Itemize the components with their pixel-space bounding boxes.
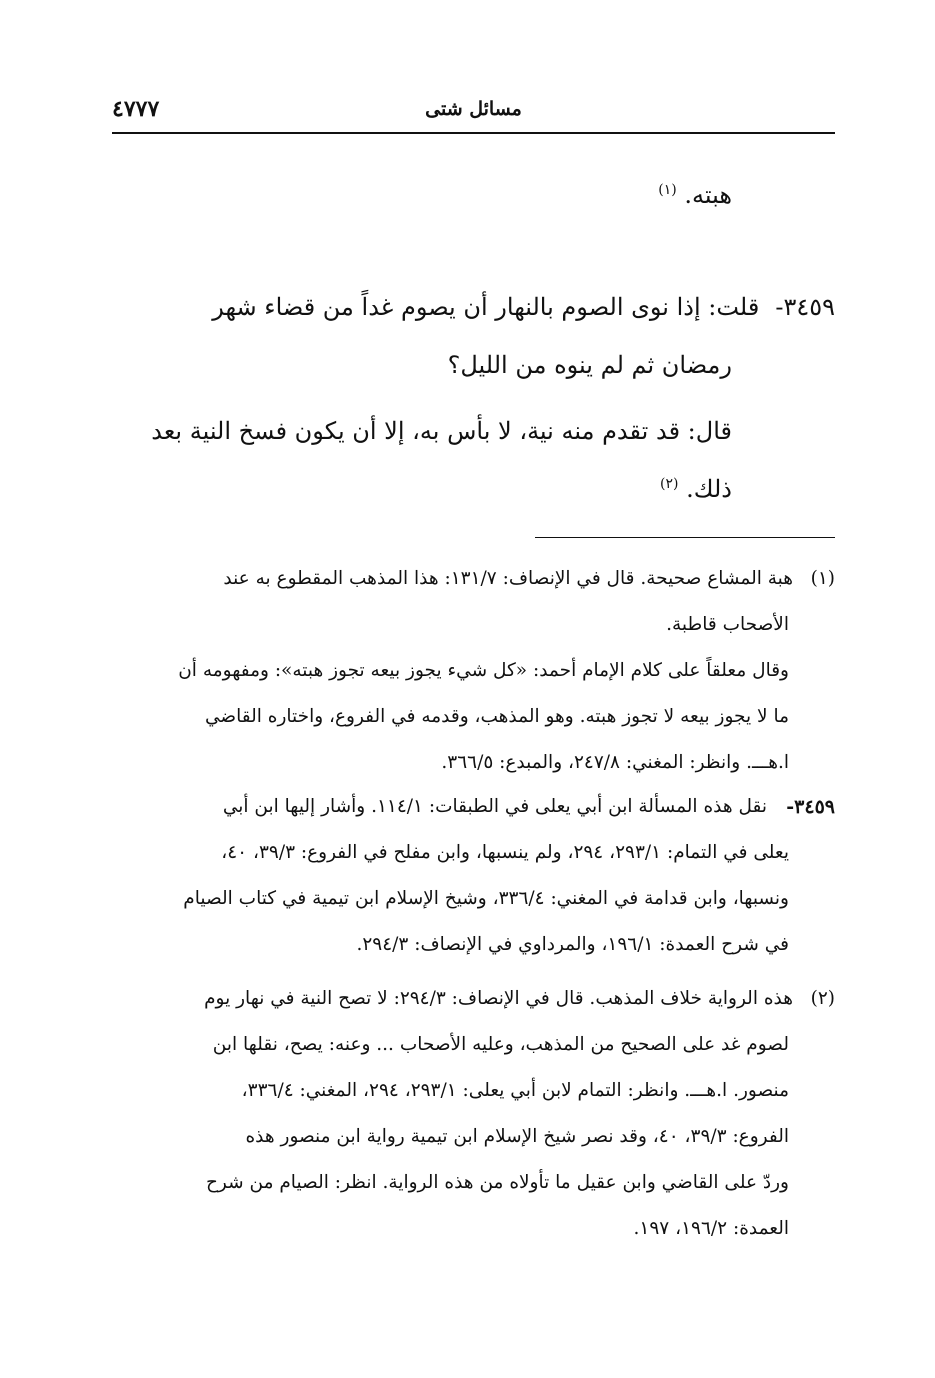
footnote-1-line: ا.هـــ. وانظر: المغني: ٢٤٧/٨، والمبدع: ٣٦٦/٥. [441, 752, 789, 773]
footnote-2-line: وردّ على القاضي وابن عقيل ما تأولاه من هذه الرواية. انظر: الصيام من شرح [205, 1172, 789, 1193]
issue-note-line: يعلى في التمام: ٢٩٣/١، ٢٩٤، ولم ينسبها، وابن مفلح في الفروع: ٣٩/٣، ٤٠، [221, 842, 789, 863]
answer-line-2: ذلك. [686, 475, 732, 503]
issue-note [100, 784, 835, 968]
question-line-2-wrap [100, 350, 835, 380]
footnote-2-line: الفروع: ٣٩/٣، ٤٠، وقد نصر شيخ الإسلام ابن تيمية رواية ابن منصور هذه [245, 1126, 789, 1147]
question-line-1: قلت: إذا نوى الصوم بالنهار أن يصوم غداً من قضاء شهر [212, 293, 760, 321]
footnote-1-line: وقال معلقاً على كلام الإمام أحمد: «كل شيء يجوز بيعه تجوز هبته»: ومفهومه أن [178, 660, 789, 681]
footnote-2-line: لصوم غد على الصحيح من المذهب، وعليه الأصحاب ... وعنه: يصح، نقلها ابن [212, 1034, 789, 1055]
answer-line-1-wrap [100, 416, 835, 446]
footnote-ref-1: (١) [658, 182, 677, 198]
footnote-1-line: ما لا يجوز بيعه لا تجوز هبته. وهو المذهب، وقدمه في الفروع، واختاره القاضي [205, 706, 789, 727]
answer-line-1: قال: قد تقدم منه نية، لا بأس به، إلا أن يكون فسخ النية بعد [151, 417, 732, 445]
footnote-divider [535, 537, 835, 538]
page-number: ٤٧٧٧ [112, 96, 160, 122]
footnote-1 [100, 556, 835, 786]
issue-note-line: نقل هذه المسألة ابن أبي يعلى في الطبقات: ١١٤/١. وأشار إليها ابن أبي [222, 796, 767, 817]
issue-question [100, 292, 835, 322]
issue-note-marker: ٣٤٥٩- [786, 796, 835, 818]
footnote-2-marker: (٢) [810, 988, 835, 1009]
footnote-2-line: هذه الرواية خلاف المذهب. قال في الإنصاف: ٢٩٤/٣: لا تصح النية في نهار يوم [204, 988, 793, 1009]
carry-over-word: هبته. [684, 181, 732, 209]
question-line-2: رمضان ثم لم ينوه من الليل؟ [447, 351, 732, 379]
footnote-ref-2: (٢) [660, 476, 679, 492]
carry-over-text [100, 180, 835, 210]
running-title: مسائل شتى [425, 98, 522, 120]
issue-note-line: في شرح العمدة: ١٩٦/١، والمرداوي في الإنصاف: ٢٩٤/٣. [356, 934, 789, 955]
footnote-1-marker: (١) [810, 568, 835, 589]
answer-line-2-wrap [100, 474, 835, 504]
page-header [112, 92, 835, 134]
issue-number: ٣٤٥٩- [775, 293, 835, 321]
footnote-1-line: هبة المشاع صحيحة. قال في الإنصاف: ١٣١/٧: هذا المذهب المقطوع به عند [223, 568, 793, 589]
footnote-2 [100, 976, 835, 1252]
footnote-2-line: منصور. ا.هـــ. وانظر: التمام لابن أبي يعلى: ٢٩٣/١، ٢٩٤، المغني: ٣٣٦/٤، [241, 1080, 789, 1101]
issue-note-line: ونسبها، وابن قدامة في المغني: ٣٣٦/٤، وشيخ الإسلام ابن تيمية في كتاب الصيام [183, 888, 789, 909]
footnote-1-line: الأصحاب قاطبة. [666, 614, 789, 635]
footnote-2-line: العمدة: ١٩٦/٢، ١٩٧. [633, 1218, 789, 1239]
